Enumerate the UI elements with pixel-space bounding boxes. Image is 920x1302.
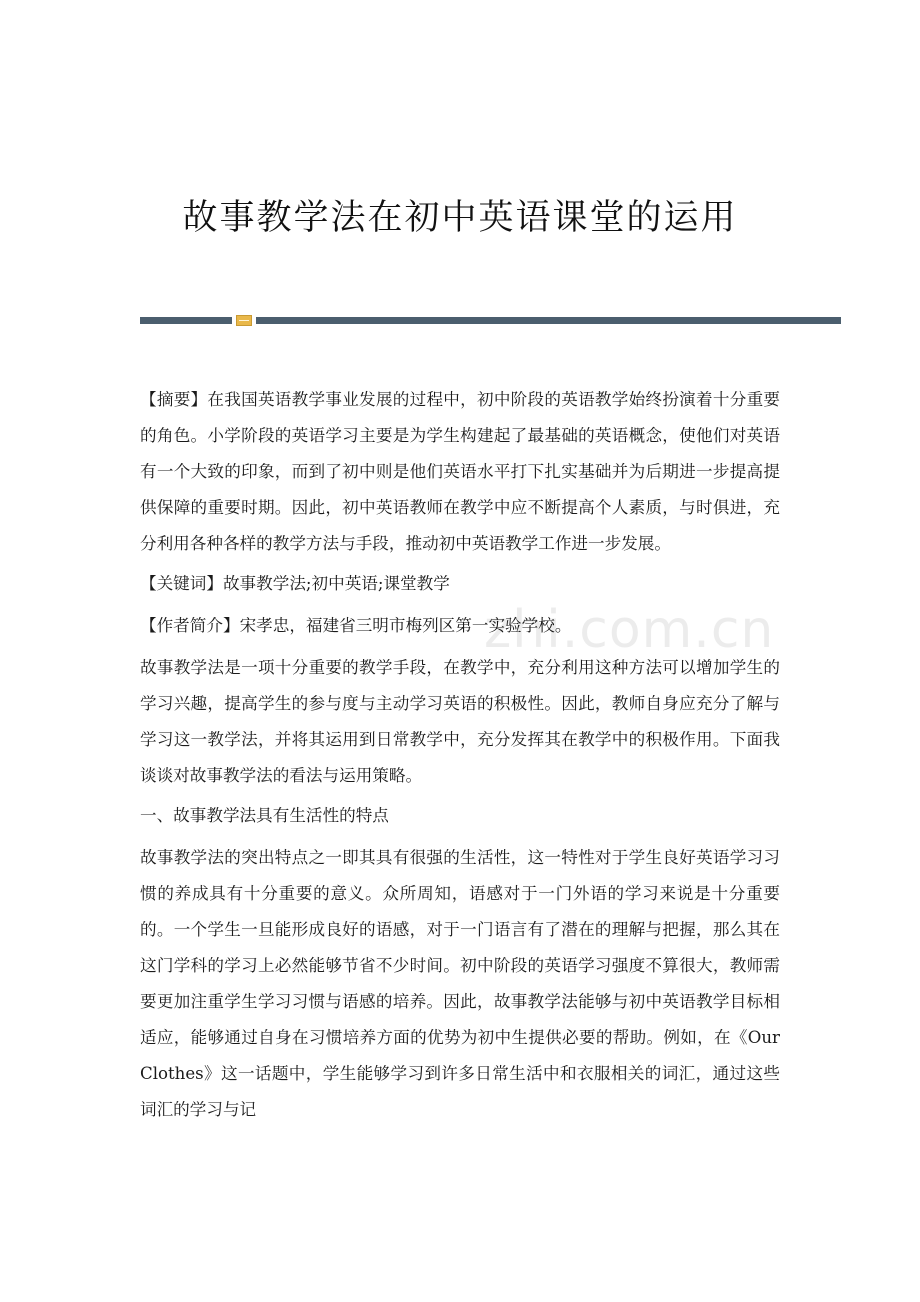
abstract-label: 【摘要】 bbox=[140, 390, 208, 409]
keywords-paragraph bbox=[140, 566, 780, 602]
keywords-text: 故事教学法;初中英语;课堂教学 bbox=[222, 574, 450, 593]
abstract-text: 在我国英语教学事业发展的过程中，初中阶段的英语教学始终扮演着十分重要的角色。小学阶段的英语学习主要是为学生构建起了最基础的英语概念，使他们对英语有一个大致的印象，而到了初中则是他们英语水平打下扎实基础并为后期进一步提高提供保障的重要时期。因此，初中英语教师在教学中应不断提高个人素质，与时俱进，充分利用各种各样的教学方法与手段，推动初中英语教学工作进一步发展。 bbox=[140, 390, 781, 553]
section-heading-1: 一、故事教学法具有生活性的特点 bbox=[140, 806, 389, 825]
abstract-paragraph bbox=[140, 382, 780, 562]
divider-bar-right bbox=[256, 317, 841, 324]
body-paragraph-2: 故事教学法的突出特点之一即其具有很强的生活性，这一特性对于学生良好英语学习习惯的养成具有十分重要的意义。众所周知，语感对于一门外语的学习来说是十分重要的。一个学生一旦能形成良好的语感，对于一门语言有了潜在的理解与把握，那么其在这门学科的学习上必然能够节省不少时间。初中阶段的英语学习强度不算很大，教师需要更加注重学生学习习惯与语感的培养。因此，故事教学法能够与初中英语教学目标相适应，能够通过自身在习惯培养方面的优势为初中生提供必要的帮助。例如，在《Our Clothes》这一话题中，学生能够学习到许多日常生活中和衣服相关的词汇，通过这些词汇的学习与记 bbox=[140, 848, 780, 1119]
divider-bar-left bbox=[140, 317, 232, 324]
author-text: 宋孝忠，福建省三明市梅列区第一实验学校。 bbox=[239, 616, 572, 635]
watermark: zhi.com.cn bbox=[484, 600, 775, 660]
body-paragraph-1: 故事教学法是一项十分重要的教学手段，在教学中，充分利用这种方法可以增加学生的学习兴趣，提高学生的参与度与主动学习英语的积极性。因此，教师自身应充分了解与学习这一教学法，并将其运用到日常教学中，充分发挥其在教学中的积极作用。下面我谈谈对故事教学法的看法与运用策略。 bbox=[140, 658, 780, 785]
keywords-label: 【关键词】 bbox=[140, 574, 223, 593]
divider-emblem-icon bbox=[236, 315, 252, 326]
page-title: 故事教学法在初中英语课堂的运用 bbox=[182, 198, 738, 238]
document-body bbox=[140, 382, 780, 1132]
author-paragraph bbox=[140, 608, 780, 644]
title-divider bbox=[140, 315, 841, 327]
author-label: 【作者简介】 bbox=[140, 616, 240, 635]
